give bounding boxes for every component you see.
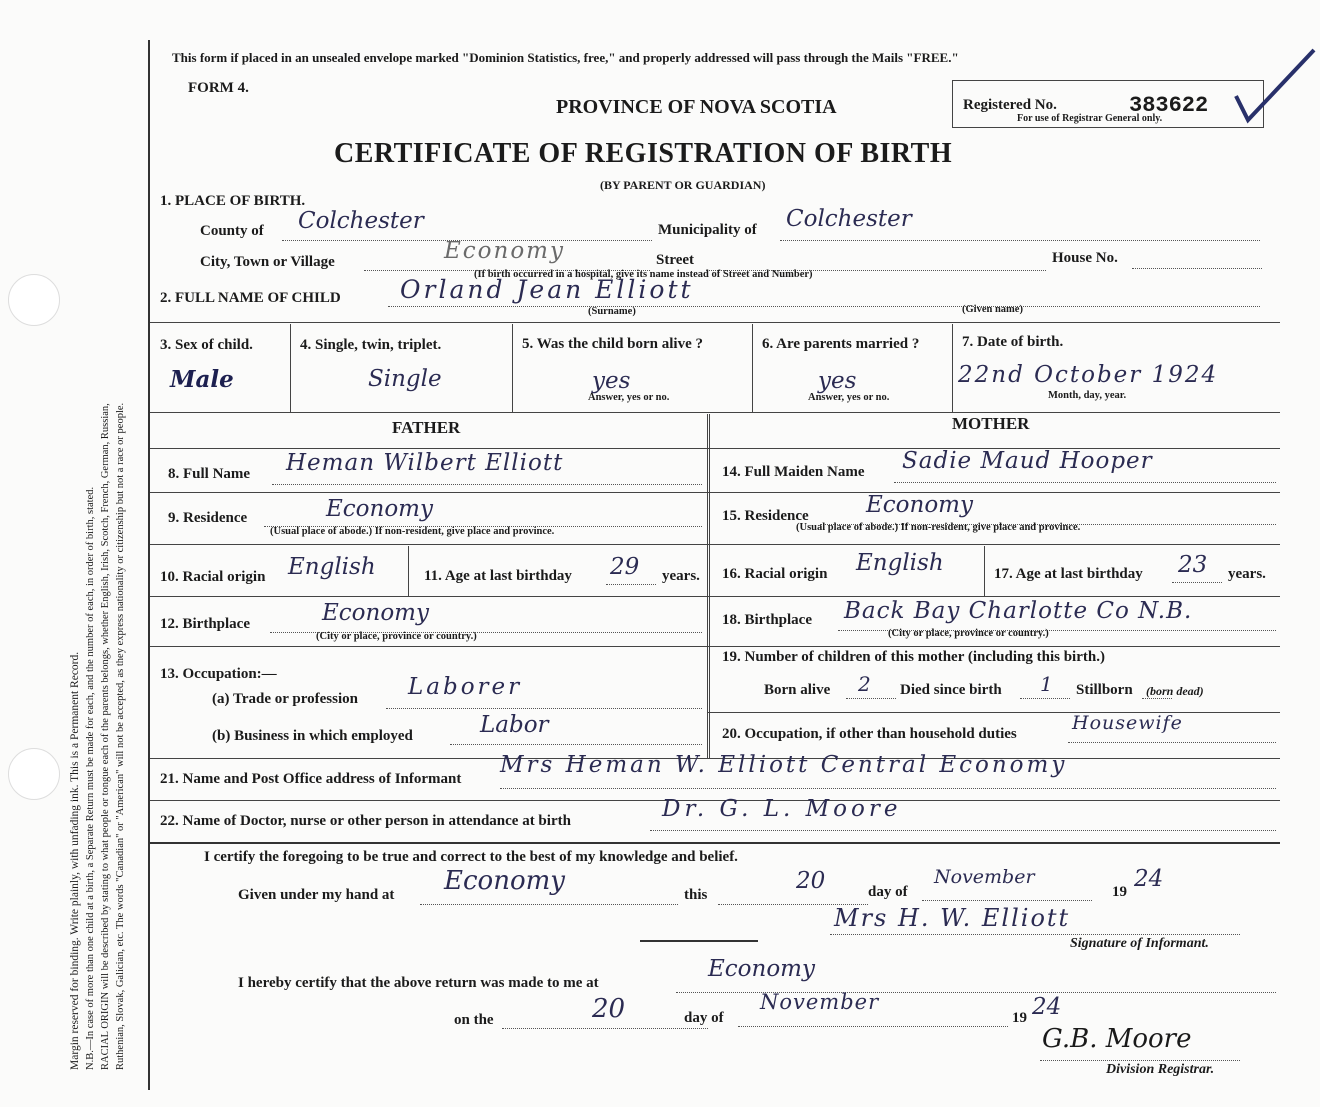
certificate-subtitle: (BY PARENT OR GUARDIAN) — [600, 178, 766, 192]
given-name-note: (Given name) — [962, 304, 1023, 315]
form-number: FORM 4. — [188, 80, 249, 96]
registered-label: Registered No. — [963, 97, 1057, 113]
registrar-year-prefix: 19 — [1012, 1010, 1027, 1026]
sex-value: Male — [170, 366, 234, 393]
mother-racial-value: English — [856, 550, 944, 576]
father-age-label: 11. Age at last birthday — [424, 568, 572, 584]
mother-abode-note: (Usual place of abode.) If non-resident, give place and province. — [796, 522, 1081, 533]
county-label: County of — [200, 223, 264, 239]
informant-value: Mrs Heman W. Elliott Central Economy — [500, 752, 1068, 778]
children-count-label: 19. Number of children of this mother (including this birth.) — [722, 649, 1105, 665]
informant-signature-label: Signature of Informant. — [1070, 936, 1209, 951]
registered-note: For use of Registrar General only. — [1017, 113, 1163, 124]
province-heading: PROVINCE OF NOVA SCOTIA — [556, 96, 837, 118]
born-alive-label: 5. Was the child born alive ? — [522, 336, 703, 352]
house-label: House No. — [1052, 250, 1118, 266]
place-of-birth-label: 1. PLACE OF BIRTH. — [160, 193, 306, 209]
margin-notes — [0, 0, 128, 1090]
mother-birthplace-label: 18. Birthplace — [722, 612, 812, 628]
given-year-value: 24 — [1134, 866, 1164, 892]
dob-value: 22nd October 1924 — [958, 362, 1219, 388]
county-value: Colchester — [298, 208, 424, 234]
stillborn-note: (born dead) — [1146, 684, 1204, 698]
this-label: this — [684, 887, 708, 903]
married-label: 6. Are parents married ? — [762, 336, 920, 352]
registered-number: 383622 — [1129, 93, 1209, 118]
sex-label: 3. Sex of child. — [160, 337, 253, 353]
father-years: years. — [662, 568, 700, 584]
married-value: yes — [818, 368, 857, 394]
mother-name-value: Sadie Maud Hooper — [902, 448, 1153, 474]
registrar-day-value: 20 — [592, 994, 626, 1024]
given-month-value: November — [934, 866, 1035, 888]
mother-age-label: 17. Age at last birthday — [994, 566, 1143, 582]
registrar-month-value: November — [760, 990, 880, 1014]
informant-label: 21. Name and Post Office address of Informant — [160, 771, 462, 787]
trade-label: (a) Trade or profession — [212, 691, 358, 707]
street-label: Street — [656, 252, 695, 268]
dob-note: Month, day, year. — [1048, 390, 1127, 401]
given-label: Given under my hand at — [238, 887, 395, 903]
born-alive-count-label: Born alive — [764, 682, 831, 698]
registrar-signature-label: Division Registrar. — [1106, 1062, 1215, 1077]
registrar-signature: G.B. Moore — [1042, 1024, 1192, 1054]
father-residence-label: 9. Residence — [168, 510, 248, 526]
certificate-title: CERTIFICATE OF REGISTRATION OF BIRTH — [334, 138, 953, 169]
mother-racial-label: 16. Racial origin — [722, 566, 828, 582]
plurality-label: 4. Single, twin, triplet. — [300, 337, 442, 353]
registrar-day-of-label: day of — [684, 1010, 724, 1026]
registered-box — [952, 80, 1264, 128]
surname-note: (Surname) — [588, 306, 636, 317]
answer-note-6: Answer, yes or no. — [808, 392, 890, 403]
hospital-note: (If birth occurred in a hospital, give its name instead of Street and Number) — [474, 269, 813, 280]
mother-name-label: 14. Full Maiden Name — [722, 464, 865, 480]
doctor-value: Dr. G. L. Moore — [662, 796, 902, 822]
father-age-value: 29 — [610, 554, 640, 580]
given-day-of-label: day of — [868, 884, 908, 900]
mother-age-value: 23 — [1178, 552, 1208, 578]
answer-note-5: Answer, yes or no. — [588, 392, 670, 403]
father-abode-note: (Usual place of abode.) If non-resident, give place and province. — [270, 526, 555, 537]
died-count: 1 — [1040, 672, 1053, 696]
born-alive-value: yes — [592, 368, 631, 394]
margin-note-4: Ruthenian, Slovak, Galician, etc. The words "Canadian" or "American" will not be accepted, as they express nationality or citizenship but not a race or people. — [115, 402, 126, 1070]
business-value: Labor — [480, 712, 549, 738]
mother-birthplace-note: (City or place, province or country.) — [888, 628, 1049, 639]
father-birthplace-note: (City or place, province or country.) — [316, 631, 477, 642]
registrar-year-value: 24 — [1032, 994, 1062, 1020]
mother-years: years. — [1228, 566, 1266, 582]
certification-statement: I certify the foregoing to be true and correct to the best of my knowledge and belief. — [204, 849, 738, 865]
margin-note-3: RACIAL ORIGIN will be described by stating to what people or tongue each of the parents belongs, whether English, Irish, Scotch, French, German, Russian, — [100, 403, 111, 1070]
registrar-statement: I hereby certify that the above return was made to me at — [238, 975, 599, 991]
on-the-label: on the — [454, 1012, 494, 1028]
father-residence-value: Economy — [326, 496, 433, 522]
given-year-prefix: 19 — [1112, 884, 1127, 900]
mail-notice: This form if placed in an unsealed envelope marked "Dominion Statistics, free," and properly addressed will pass through the Mails "FREE." — [172, 50, 959, 65]
plurality-value: Single — [368, 366, 442, 392]
died-label: Died since birth — [900, 682, 1002, 698]
occupation-label: 13. Occupation:— — [160, 666, 277, 682]
doctor-label: 22. Name of Doctor, nurse or other person in attendance at birth — [160, 813, 571, 829]
given-place-value: Economy — [444, 866, 565, 896]
city-label: City, Town or Village — [200, 254, 335, 270]
municipality-value: Colchester — [786, 206, 912, 232]
born-alive-count: 2 — [858, 672, 871, 696]
separator-rule — [640, 940, 758, 942]
informant-signature: Mrs H. W. Elliott — [834, 904, 1071, 932]
stillborn-label: Stillborn — [1076, 682, 1133, 698]
father-name-value: Heman Wilbert Elliott — [286, 450, 564, 476]
father-birthplace-value: Economy — [322, 600, 429, 626]
given-day-value: 20 — [796, 868, 826, 894]
mother-residence-label: 15. Residence — [722, 508, 809, 524]
mother-birthplace-value: Back Bay Charlotte Co N.B. — [844, 598, 1193, 624]
checkmark-icon — [1230, 42, 1320, 132]
father-racial-value: English — [288, 554, 376, 580]
city-value: Economy — [444, 238, 565, 264]
mother-occupation-value: Housewife — [1072, 712, 1183, 734]
margin-rule — [148, 40, 150, 1090]
father-racial-label: 10. Racial origin — [160, 569, 266, 585]
trade-value: Laborer — [408, 674, 523, 700]
father-name-label: 8. Full Name — [168, 466, 251, 482]
margin-note-1: Margin reserved for binding. Write plainly, with unfading ink. This is a Permanent Record. — [69, 651, 81, 1070]
father-heading: FATHER — [392, 418, 461, 437]
father-birthplace-label: 12. Birthplace — [160, 616, 250, 632]
mother-occupation-label: 20. Occupation, if other than household duties — [722, 726, 1017, 742]
municipality-label: Municipality of — [658, 222, 757, 238]
registrar-place-value: Economy — [708, 956, 815, 982]
column-divider — [707, 414, 710, 758]
mother-residence-value: Economy — [866, 492, 973, 518]
business-label: (b) Business in which employed — [212, 728, 413, 744]
child-name-value: Orland Jean Elliott — [400, 275, 694, 304]
margin-note-2: N.B.—In case of more than one child at a birth, a Separate Return must be made for each, and the number of each, in order of birth, stated. — [85, 486, 96, 1070]
dob-label: 7. Date of birth. — [962, 334, 1064, 350]
mother-heading: MOTHER — [952, 414, 1030, 433]
child-name-label: 2. FULL NAME OF CHILD — [160, 290, 341, 306]
